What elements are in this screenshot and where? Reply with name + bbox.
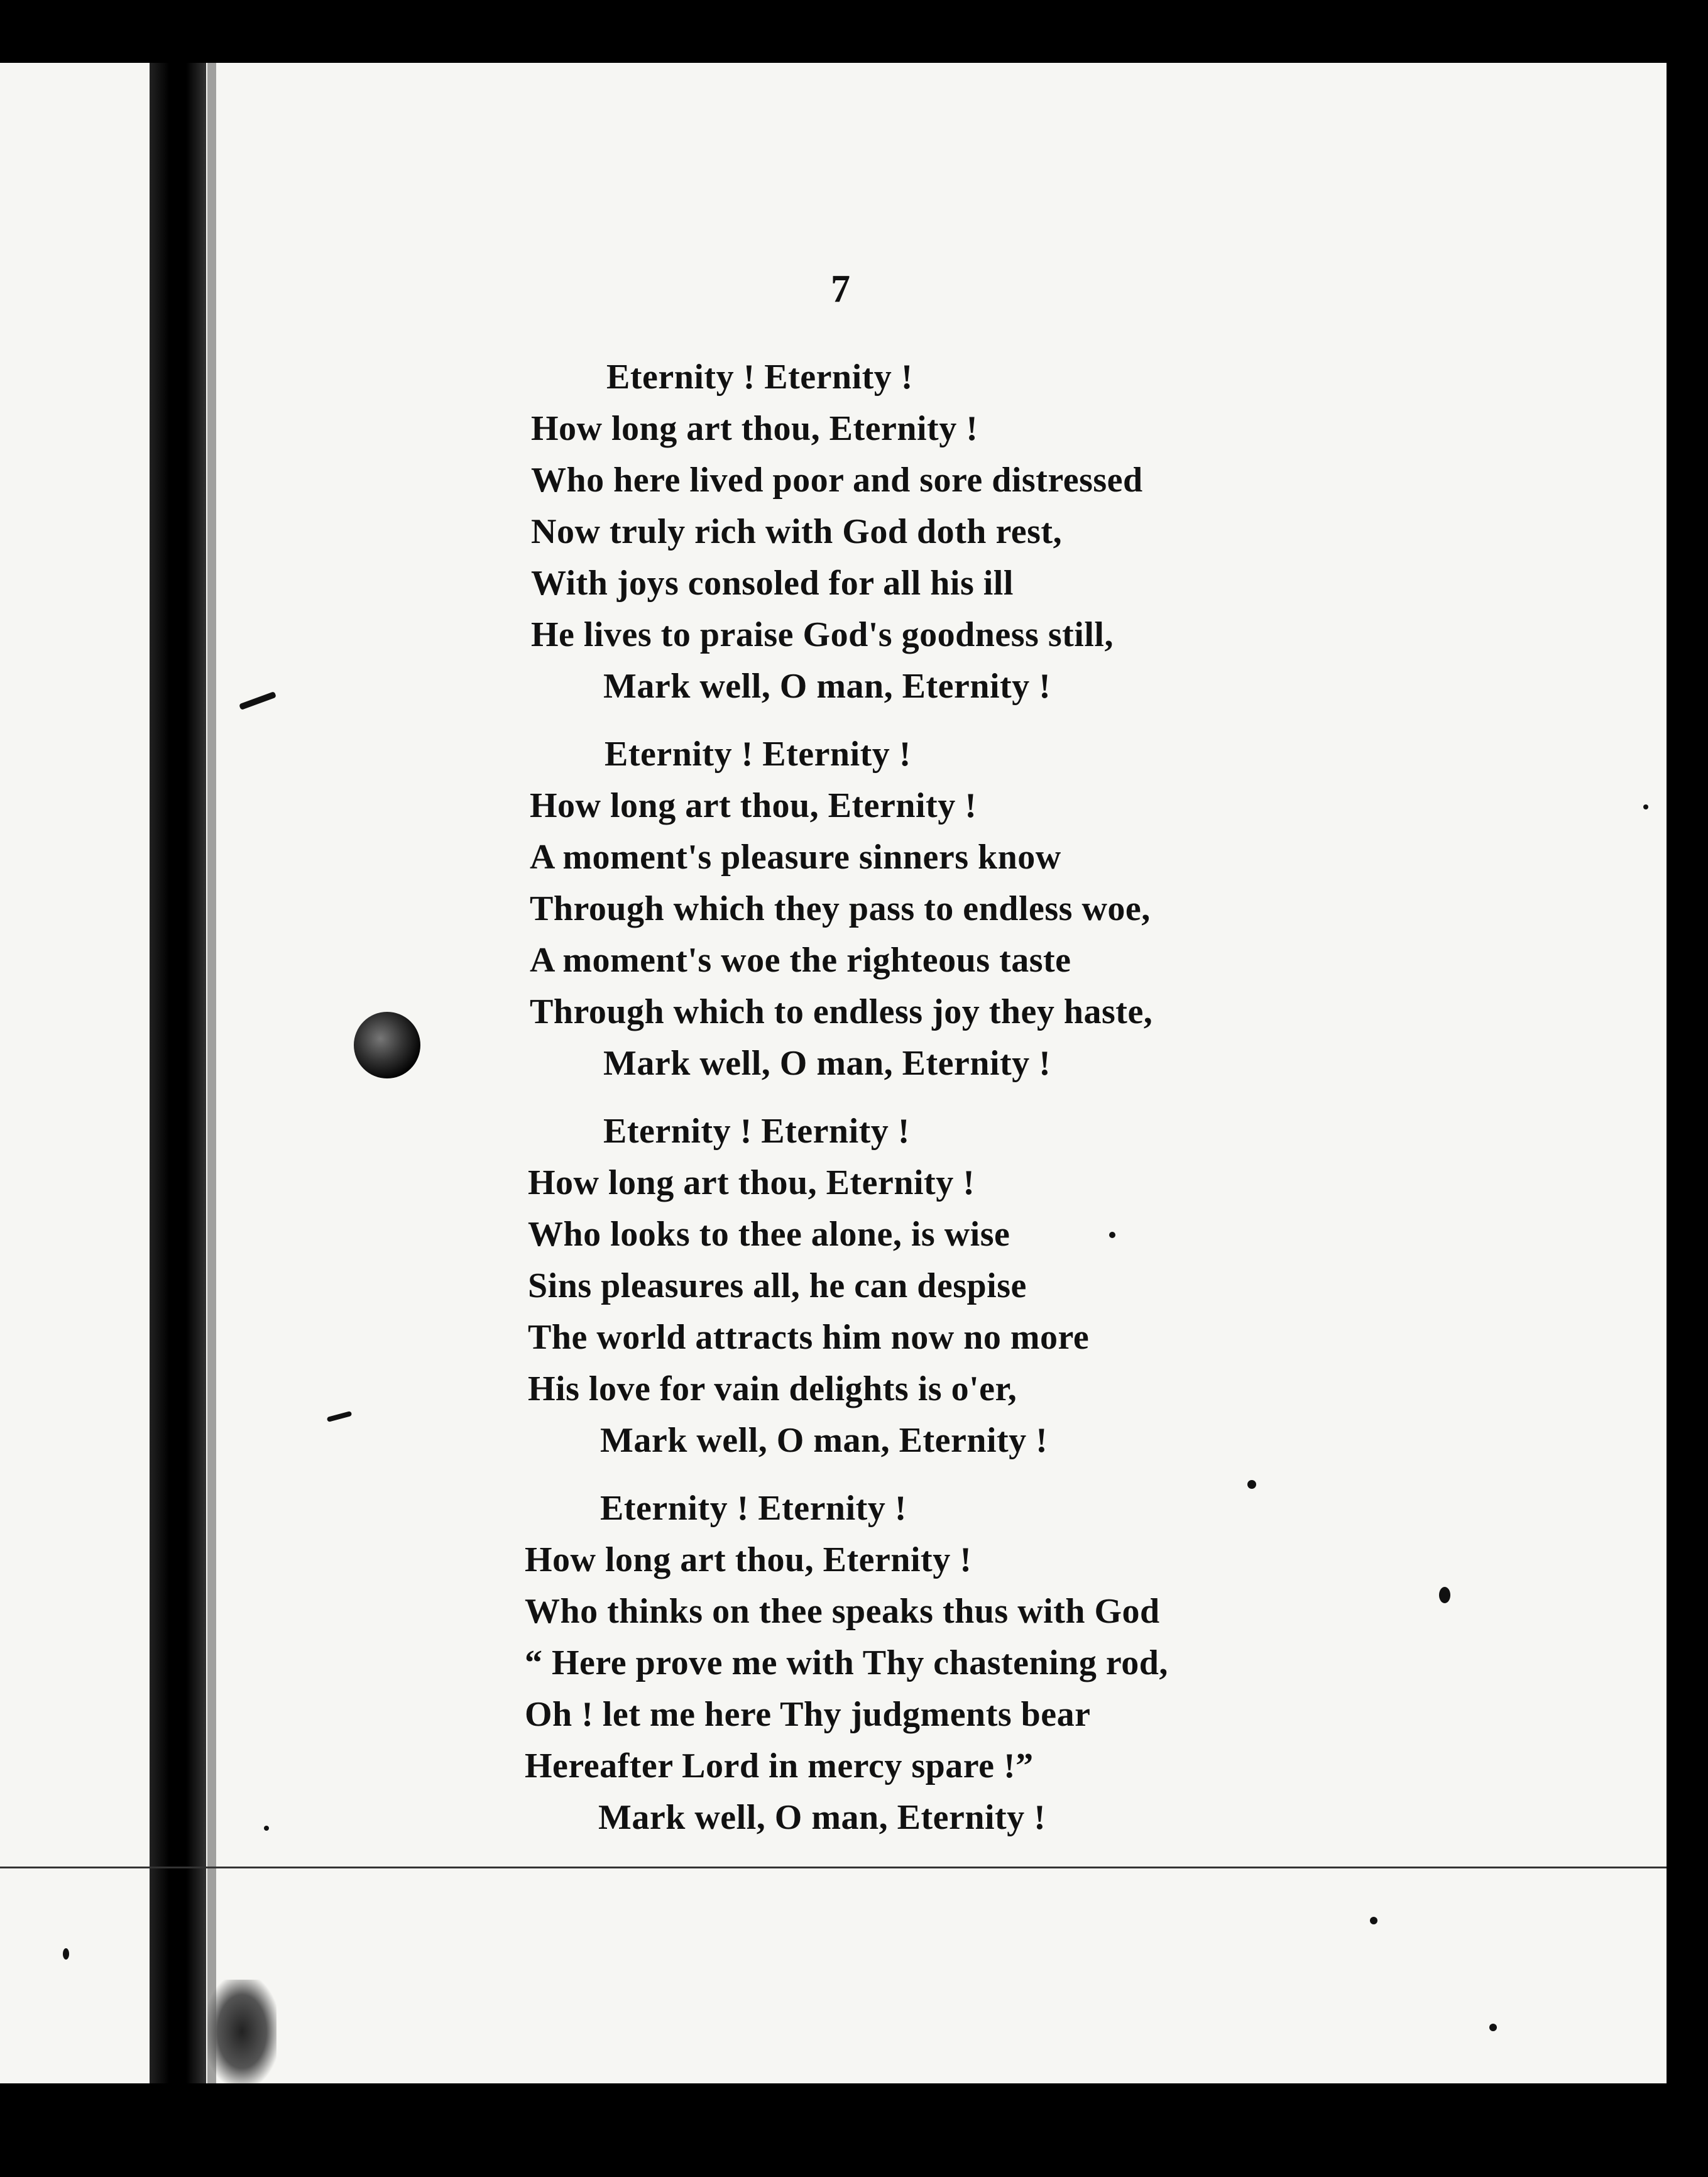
stanza-line: His love for vain delights is o'er, <box>528 1369 1017 1408</box>
book-page <box>0 63 1667 2083</box>
stanza-line: Mark well, O man, Eternity ! <box>603 1044 1051 1083</box>
stanza-line: He lives to praise God's goodness still, <box>531 615 1114 654</box>
poem-text-area <box>0 63 1667 2083</box>
stanza-line: How long art thou, Eternity ! <box>531 409 978 448</box>
stanza-line: Through which to endless joy they haste, <box>530 992 1153 1031</box>
stanza-line: With joys consoled for all his ill <box>531 564 1014 603</box>
stanza-line: “ Here prove me with Thy chastening rod, <box>525 1643 1168 1682</box>
stanza-line: How long art thou, Eternity ! <box>525 1540 972 1579</box>
stanza-line: Eternity ! Eternity ! <box>605 735 911 774</box>
stanza-line: Sins pleasures all, he can despise <box>528 1266 1027 1305</box>
stanza-line: Who looks to thee alone, is wise <box>528 1215 1010 1254</box>
page-number: 7 <box>831 268 850 310</box>
stanza-line: Mark well, O man, Eternity ! <box>603 667 1051 706</box>
stanza-line: Eternity ! Eternity ! <box>600 1489 907 1528</box>
stanza-line: Oh ! let me here Thy judgments bear <box>525 1695 1091 1734</box>
stanza-line: How long art thou, Eternity ! <box>528 1163 975 1202</box>
stanza-line: How long art thou, Eternity ! <box>530 786 977 825</box>
stanza-line: The world attracts him now no more <box>528 1318 1090 1357</box>
stanza-line: Mark well, O man, Eternity ! <box>600 1421 1048 1460</box>
stanza-line: Now truly rich with God doth rest, <box>531 512 1063 551</box>
stanza-line: Mark well, O man, Eternity ! <box>598 1798 1046 1837</box>
stanza-line: Through which they pass to endless woe, <box>530 889 1151 928</box>
stanza-line: Hereafter Lord in mercy spare !” <box>525 1747 1034 1785</box>
stanza-line: Who thinks on thee speaks thus with God <box>525 1592 1160 1631</box>
stanza-line: A moment's pleasure sinners know <box>530 838 1061 877</box>
stanza-line: A moment's woe the righteous taste <box>530 941 1071 980</box>
stanza-line: Who here lived poor and sore distressed <box>531 461 1143 500</box>
stanza-line: Eternity ! Eternity ! <box>603 1112 910 1151</box>
stanza-line: Eternity ! Eternity ! <box>606 358 913 397</box>
